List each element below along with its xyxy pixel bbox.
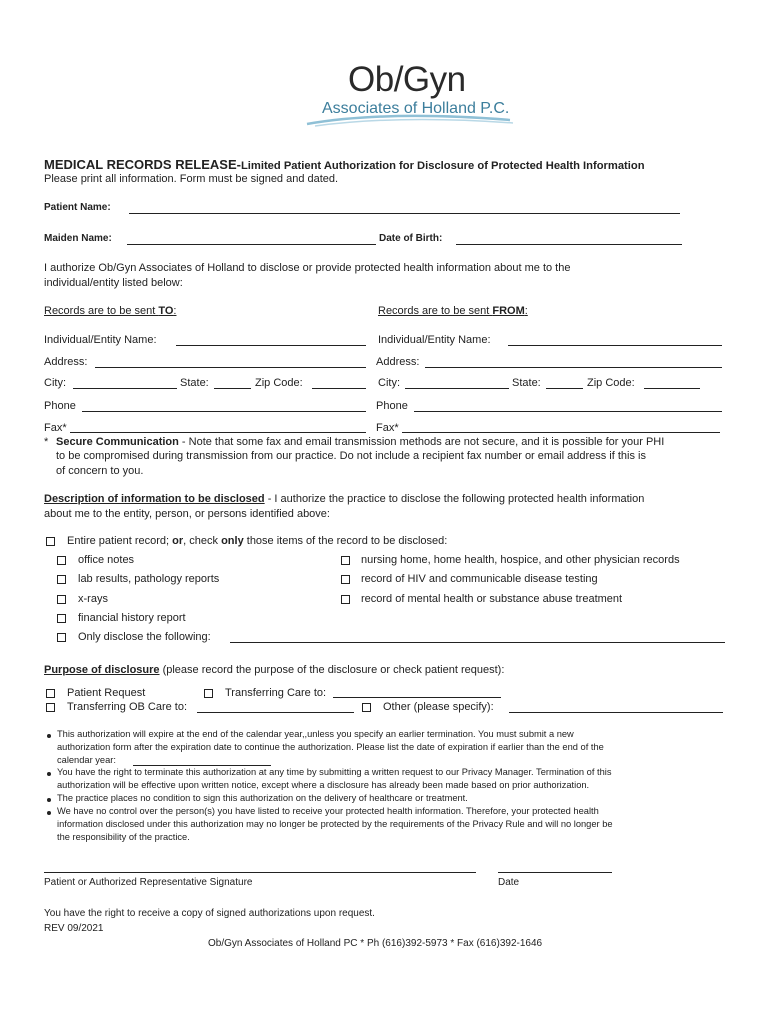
entire-post: those items of the record to be disclosed:	[243, 535, 448, 547]
to-state-field[interactable]	[214, 388, 251, 389]
transferring-care-field[interactable]	[333, 697, 501, 698]
footer-contact: Ob/Gyn Associates of Holland PC * Ph (616)392-5973 * Fax (616)392-1646	[208, 938, 543, 949]
secure-line-1	[56, 436, 664, 448]
from-entity-field[interactable]	[508, 345, 722, 346]
purpose-rest: (please record the purpose of the disclosure or check patient request):	[159, 664, 505, 676]
mental-health-label: record of mental health or substance abuse treatment	[361, 593, 623, 605]
signature-label: Patient or Authorized Representative Signature	[44, 877, 253, 888]
to-address-label: Address:	[44, 356, 88, 368]
other-purpose-checkbox[interactable]	[362, 703, 371, 712]
only-disclose-field[interactable]	[230, 642, 725, 643]
to-phone-field[interactable]	[82, 411, 366, 412]
bullet-4-line-3: the responsibility of the practice.	[57, 832, 190, 842]
copy-note: You have the right to receive a copy of signed authorizations upon request.	[44, 908, 375, 919]
logo-wave-icon	[305, 112, 515, 128]
transferring-ob-field[interactable]	[197, 712, 354, 713]
financial-history-label: financial history report	[78, 612, 186, 624]
entire-record-checkbox[interactable]	[46, 537, 55, 546]
to-city-label: City:	[44, 377, 66, 389]
logo-name: Ob/Gyn	[348, 60, 466, 99]
to-address-field[interactable]	[95, 367, 366, 368]
records-from-heading	[378, 305, 528, 317]
bullet-dot	[47, 798, 51, 802]
bullet-1-line-2: authorization form after the expiration date to continue the authorization. Please list the date of expiration if earlier than the end of the	[57, 742, 604, 752]
patient-request-label: Patient Request	[67, 687, 146, 699]
from-city-field[interactable]	[405, 388, 509, 389]
to-zip-label: Zip Code:	[255, 377, 303, 389]
form-subtitle: Please print all information. Form must be signed and dated.	[44, 173, 339, 185]
bullet-dot	[47, 734, 51, 738]
from-fax-label: Fax*	[376, 422, 399, 434]
to-entity-field[interactable]	[176, 345, 366, 346]
bullet-dot	[47, 811, 51, 815]
office-notes-checkbox[interactable]	[57, 556, 66, 565]
to-city-field[interactable]	[73, 388, 177, 389]
secure-line-3: of concern to you.	[56, 465, 144, 477]
description-bold: Description of information to be disclosed	[44, 493, 265, 505]
logo-subtitle: Associates of Holland P.C.	[322, 100, 510, 117]
secure-line-2: to be compromised during transmission from our practice. Do not include a recipient fax number or email address if this is	[56, 450, 646, 462]
patient-name-field[interactable]	[129, 213, 680, 214]
nursing-home-checkbox[interactable]	[341, 556, 350, 565]
from-zip-label: Zip Code:	[587, 377, 635, 389]
entire-pre: Entire patient record;	[67, 535, 173, 547]
form-title	[44, 156, 645, 174]
mental-health-checkbox[interactable]	[341, 595, 350, 604]
date-label: Date	[498, 877, 520, 888]
hiv-record-checkbox[interactable]	[341, 575, 350, 584]
dob-label: Date of Birth:	[379, 233, 443, 244]
to-state-label: State:	[180, 377, 209, 389]
to-fax-label: Fax*	[44, 422, 67, 434]
from-fax-field[interactable]	[402, 432, 720, 433]
from-address-label: Address:	[376, 356, 420, 368]
to-entity-label: Individual/Entity Name:	[44, 334, 157, 346]
secure-star: *	[44, 436, 49, 448]
from-address-field[interactable]	[425, 367, 722, 368]
form-title-bold: MEDICAL RECORDS RELEASE-	[44, 157, 241, 172]
form-title-rest: Limited Patient Authorization for Disclosure of Protected Health Information	[240, 160, 645, 172]
records-to-heading-pre: Records are to be sent	[44, 305, 159, 317]
office-notes-label: office notes	[78, 554, 135, 566]
maiden-name-field[interactable]	[127, 244, 376, 245]
transferring-care-checkbox[interactable]	[204, 689, 213, 698]
secure-text-1: - Note that some fax and email transmission methods are not secure, and it is possible for your PHI	[178, 436, 665, 448]
other-purpose-field[interactable]	[509, 712, 723, 713]
bullet-4-line-1: We have no control over the person(s) you have listed to receive your protected health information. Therefore, your protected health	[57, 806, 599, 816]
records-from-heading-post: :	[524, 305, 528, 317]
only-disclose-label: Only disclose the following:	[78, 631, 211, 643]
description-line-1	[44, 493, 644, 505]
bullet-1-line-1: This authorization will expire at the end of the calendar year,,unless you specify an earlier termination. You must submit a new	[57, 729, 574, 739]
records-to-heading	[44, 305, 176, 317]
records-from-heading-bold: FROM	[492, 305, 525, 317]
patient-name-label: Patient Name:	[44, 202, 111, 213]
entire-only: only	[221, 535, 244, 547]
bullet-4-line-2: information disclosed under this authorization may no longer be protected by the requirements of the Privacy Rule and will no longer be	[57, 819, 613, 829]
dob-field[interactable]	[456, 244, 682, 245]
from-phone-label: Phone	[376, 400, 408, 412]
nursing-home-label: nursing home, home health, hospice, and other physician records	[361, 554, 680, 566]
only-disclose-checkbox[interactable]	[57, 633, 66, 642]
bullet-2-line-1: You have the right to terminate this authorization at any time by submitting a written request to our Privacy Manager. Termination of this	[57, 767, 612, 777]
from-state-field[interactable]	[546, 388, 583, 389]
bullet-dot	[47, 772, 51, 776]
authorize-line-2: individual/entity listed below:	[44, 277, 183, 289]
revision: REV 09/2021	[44, 923, 104, 934]
lab-results-label: lab results, pathology reports	[78, 573, 220, 585]
entire-mid: , check	[183, 535, 222, 547]
transferring-ob-label: Transferring OB Care to:	[67, 701, 188, 713]
authorize-line-1: I authorize Ob/Gyn Associates of Holland to disclose or provide protected health information about me to the	[44, 262, 571, 274]
to-zip-field[interactable]	[312, 388, 366, 389]
to-fax-field[interactable]	[70, 432, 366, 433]
from-state-label: State:	[512, 377, 541, 389]
entire-or: or	[172, 535, 184, 547]
from-zip-field[interactable]	[644, 388, 700, 389]
other-purpose-label: Other (please specify):	[383, 701, 494, 713]
patient-request-checkbox[interactable]	[46, 689, 55, 698]
date-field[interactable]	[498, 872, 612, 873]
bullet-2-line-2: authorization will be effective upon written notice, except where a disclosure has already been made based on prior authorization.	[57, 780, 590, 790]
records-to-heading-bold: TO	[158, 305, 174, 317]
bullet-1-line-3: calendar year:	[57, 755, 116, 765]
lab-results-checkbox[interactable]	[57, 575, 66, 584]
maiden-name-label: Maiden Name:	[44, 233, 112, 244]
from-phone-field[interactable]	[414, 411, 722, 412]
bullet-3-line-1: The practice places no condition to sign this authorization on the delivery of healthcare or treatment.	[57, 793, 468, 803]
records-from-heading-pre: Records are to be sent	[378, 305, 493, 317]
from-entity-label: Individual/Entity Name:	[378, 334, 491, 346]
entire-record-label	[67, 535, 447, 547]
records-to-heading-post: :	[173, 305, 177, 317]
expiration-date-field[interactable]	[133, 765, 271, 766]
xrays-checkbox[interactable]	[57, 595, 66, 604]
secure-bold: Secure Communication	[56, 436, 179, 448]
transferring-care-label: Transferring Care to:	[225, 687, 327, 699]
hiv-record-label: record of HIV and communicable disease testing	[361, 573, 598, 585]
to-phone-label: Phone	[44, 400, 76, 412]
purpose-heading	[44, 664, 504, 676]
from-city-label: City:	[378, 377, 400, 389]
transferring-ob-checkbox[interactable]	[46, 703, 55, 712]
financial-history-checkbox[interactable]	[57, 614, 66, 623]
xrays-label: x-rays	[78, 593, 108, 605]
description-text-1: - I authorize the practice to disclose the following protected health information	[264, 493, 645, 505]
purpose-bold: Purpose of disclosure	[44, 664, 160, 676]
signature-field[interactable]	[44, 872, 476, 873]
description-line-2: about me to the entity, person, or persons identified above:	[44, 508, 330, 520]
